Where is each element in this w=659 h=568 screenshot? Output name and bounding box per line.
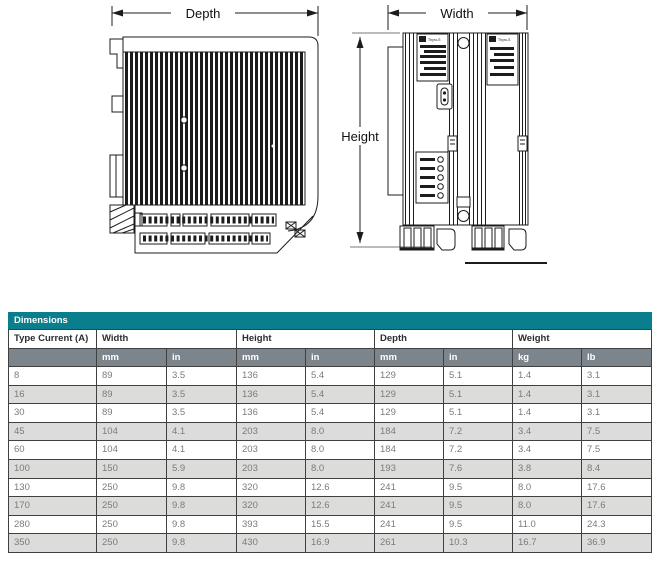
arrow-right-icon xyxy=(516,10,527,17)
unit-header-width-in: in xyxy=(167,349,237,367)
power-terminals xyxy=(400,226,526,250)
unit-header-depth-mm: mm xyxy=(375,349,444,367)
width-label: Width xyxy=(440,6,474,21)
cell-value: 241 xyxy=(375,497,444,516)
cell-value: 5.4 xyxy=(306,385,375,404)
cell-value: 36.9 xyxy=(582,534,652,553)
cell-value: 5.9 xyxy=(167,459,237,478)
cell-value: 5.1 xyxy=(444,385,513,404)
cell-value: 203 xyxy=(237,422,306,441)
cell-value: 1.4 xyxy=(513,367,582,386)
cell-value: 4.1 xyxy=(167,441,237,460)
cell-value: 9.8 xyxy=(167,478,237,497)
cell-value: 261 xyxy=(375,534,444,553)
cell-value: 4.1 xyxy=(167,422,237,441)
cell-value: 430 xyxy=(237,534,306,553)
cell-value: 3.1 xyxy=(582,385,652,404)
connector-block xyxy=(110,205,142,233)
cell-value: 3.5 xyxy=(167,385,237,404)
cell-type-current: 280 xyxy=(9,515,97,534)
unit-header-depth-in: in xyxy=(444,349,513,367)
mounting-hole xyxy=(181,165,187,171)
dimensions-section xyxy=(8,312,651,553)
cell-value: 8.0 xyxy=(513,478,582,497)
table-row xyxy=(9,459,652,478)
cell-type-current: 100 xyxy=(9,459,97,478)
unit-header-weight-kg: kg xyxy=(513,349,582,367)
col-header-depth: Depth xyxy=(375,330,513,349)
cell-value: 136 xyxy=(237,385,306,404)
cell-value: 17.6 xyxy=(582,478,652,497)
mounting-hole xyxy=(272,145,275,148)
cell-type-current: 30 xyxy=(9,404,97,423)
cell-value: 89 xyxy=(97,385,167,404)
cell-value: 129 xyxy=(375,385,444,404)
table-row xyxy=(9,441,652,460)
led-indicator-panel xyxy=(416,152,448,203)
cell-value: 9.5 xyxy=(444,497,513,516)
cell-value: 250 xyxy=(97,534,167,553)
screw-details xyxy=(286,222,305,237)
side-view-drawing xyxy=(110,3,318,253)
cell-value: 8.0 xyxy=(513,497,582,516)
cell-value: 3.8 xyxy=(513,459,582,478)
cell-type-current: 45 xyxy=(9,422,97,441)
cell-value: 7.6 xyxy=(444,459,513,478)
cell-value: 136 xyxy=(237,404,306,423)
depth-label: Depth xyxy=(185,6,221,21)
cell-value: 5.4 xyxy=(306,404,375,423)
cell-value: 5.1 xyxy=(444,404,513,423)
table-row xyxy=(9,497,652,516)
cell-value: 250 xyxy=(97,515,167,534)
cell-value: 9.8 xyxy=(167,534,237,553)
unit-header-width-mm: mm xyxy=(97,349,167,367)
cell-value: 8.0 xyxy=(306,422,375,441)
dimensions-rows xyxy=(9,367,652,553)
cell-value: 3.4 xyxy=(513,422,582,441)
brand-logo-icon xyxy=(419,36,426,42)
cell-value: 184 xyxy=(375,441,444,460)
cell-value: 3.5 xyxy=(167,367,237,386)
cell-value: 1.4 xyxy=(513,385,582,404)
module-brand-label: Thyro-S xyxy=(428,38,441,42)
table-row xyxy=(9,515,652,534)
cell-value: 9.8 xyxy=(167,497,237,516)
cell-value: 129 xyxy=(375,404,444,423)
cell-value: 10.3 xyxy=(444,534,513,553)
cell-value: 203 xyxy=(237,441,306,460)
cell-value: 7.2 xyxy=(444,422,513,441)
mounting-channel xyxy=(457,38,470,222)
table-title: Dimensions xyxy=(9,313,652,330)
cell-value: 393 xyxy=(237,515,306,534)
cell-value: 250 xyxy=(97,478,167,497)
cell-value: 129 xyxy=(375,367,444,386)
width-dimension xyxy=(388,3,527,30)
table-row xyxy=(9,404,652,423)
cell-value: 203 xyxy=(237,459,306,478)
cell-value: 320 xyxy=(237,497,306,516)
cell-value: 241 xyxy=(375,478,444,497)
cell-value: 3.1 xyxy=(582,404,652,423)
table-row xyxy=(9,367,652,386)
cell-value: 9.5 xyxy=(444,515,513,534)
heatsink-fins xyxy=(123,52,305,205)
dimensions-table xyxy=(8,312,652,553)
cell-value: 7.5 xyxy=(582,441,652,460)
cell-value: 320 xyxy=(237,478,306,497)
col-header-type-current: Type Current (A) xyxy=(9,330,97,349)
cell-value: 5.1 xyxy=(444,367,513,386)
cell-value: 24.3 xyxy=(582,515,652,534)
arrow-down-icon xyxy=(357,232,364,243)
cell-value: 15.5 xyxy=(306,515,375,534)
cell-value: 104 xyxy=(97,441,167,460)
cell-value: 89 xyxy=(97,404,167,423)
arrow-up-icon xyxy=(357,37,364,48)
cell-value: 7.5 xyxy=(582,422,652,441)
cell-value: 250 xyxy=(97,497,167,516)
module-nameplate xyxy=(487,34,518,85)
cell-value: 3.5 xyxy=(167,404,237,423)
cell-value: 241 xyxy=(375,515,444,534)
col-header-weight: Weight xyxy=(513,330,652,349)
module-brand-label: Thyro-S xyxy=(498,38,511,42)
cell-value: 1.4 xyxy=(513,404,582,423)
unit-header-height-mm: mm xyxy=(237,349,306,367)
col-header-width: Width xyxy=(97,330,237,349)
cell-value: 150 xyxy=(97,459,167,478)
cell-value: 16.9 xyxy=(306,534,375,553)
cell-value: 89 xyxy=(97,367,167,386)
table-row xyxy=(9,534,652,553)
housing-clips xyxy=(448,136,527,151)
cell-type-current: 350 xyxy=(9,534,97,553)
cell-value: 11.0 xyxy=(513,515,582,534)
brand-logo-icon xyxy=(489,36,496,42)
cell-value: 8.4 xyxy=(582,459,652,478)
cell-value: 9.8 xyxy=(167,515,237,534)
cell-value: 136 xyxy=(237,367,306,386)
cell-type-current: 130 xyxy=(9,478,97,497)
table-unit-header-row xyxy=(9,349,652,367)
col-header-height: Height xyxy=(237,330,375,349)
cell-value: 5.4 xyxy=(306,367,375,386)
cell-value: 7.2 xyxy=(444,441,513,460)
module-nameplate xyxy=(417,34,448,81)
cell-value: 17.6 xyxy=(582,497,652,516)
arrow-left-icon xyxy=(112,10,123,17)
cell-value: 8.0 xyxy=(306,441,375,460)
table-group-header-row xyxy=(9,330,652,349)
unit-header-blank xyxy=(9,349,97,367)
table-row xyxy=(9,422,652,441)
cell-value: 104 xyxy=(97,422,167,441)
cell-type-current: 8 xyxy=(9,367,97,386)
cell-value: 184 xyxy=(375,422,444,441)
side-flange xyxy=(388,47,403,195)
cell-type-current: 170 xyxy=(9,497,97,516)
terminal-strip xyxy=(135,205,313,253)
table-row xyxy=(9,478,652,497)
front-view-drawing xyxy=(336,3,547,263)
cell-value: 193 xyxy=(375,459,444,478)
unit-header-weight-lb: lb xyxy=(582,349,652,367)
unit-header-height-in: in xyxy=(306,349,375,367)
mounting-hole xyxy=(181,117,187,123)
depth-dimension xyxy=(112,3,318,36)
arrow-left-icon xyxy=(388,10,399,17)
din-rail-clips xyxy=(110,39,123,197)
height-label: Height xyxy=(341,129,379,144)
cell-value: 9.5 xyxy=(444,478,513,497)
cell-value: 3.4 xyxy=(513,441,582,460)
table-row xyxy=(9,385,652,404)
cell-value: 3.1 xyxy=(582,367,652,386)
table-title-row xyxy=(9,313,652,330)
cell-value: 12.6 xyxy=(306,497,375,516)
cell-type-current: 60 xyxy=(9,441,97,460)
cell-type-current: 16 xyxy=(9,385,97,404)
cell-value: 16.7 xyxy=(513,534,582,553)
control-connector xyxy=(437,84,452,109)
arrow-right-icon xyxy=(307,10,318,17)
cell-value: 12.6 xyxy=(306,478,375,497)
cell-value: 8.0 xyxy=(306,459,375,478)
